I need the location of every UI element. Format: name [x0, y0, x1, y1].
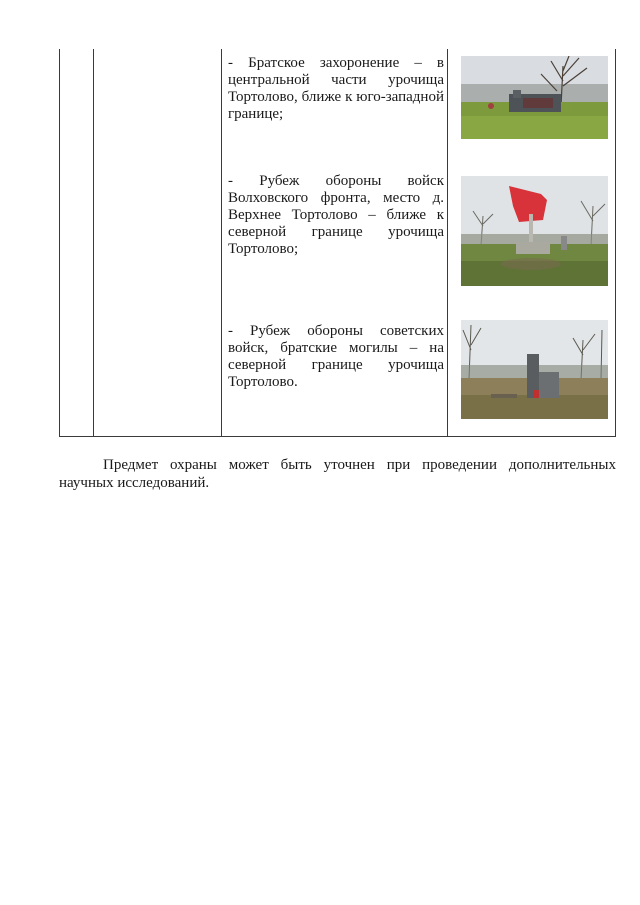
footnote-paragraph: Предмет охраны может быть уточнен при проведении дополнительных научных исследований.	[59, 457, 616, 491]
column-divider	[93, 49, 94, 436]
protection-subject-table	[59, 49, 616, 437]
table-row-item-text: - Братское захоронение – в центральной части урочища Тортолово, ближе к юго-западной границе;	[228, 55, 444, 122]
column-divider	[221, 49, 222, 436]
mass-grave-photo	[461, 56, 608, 139]
table-row-item-text: - Рубеж обороны советских войск, братские могилы – на северной границе урочища Тортолово.	[228, 323, 444, 390]
table-row-item-text: - Рубеж обороны войск Волховского фронта, место д. Верхнее Тортолово – ближе к северной границе урочища Тортолово;	[228, 173, 444, 257]
red-banner-monument-photo	[461, 176, 608, 286]
memorial-stone-photo	[461, 320, 608, 419]
column-divider	[447, 49, 448, 436]
